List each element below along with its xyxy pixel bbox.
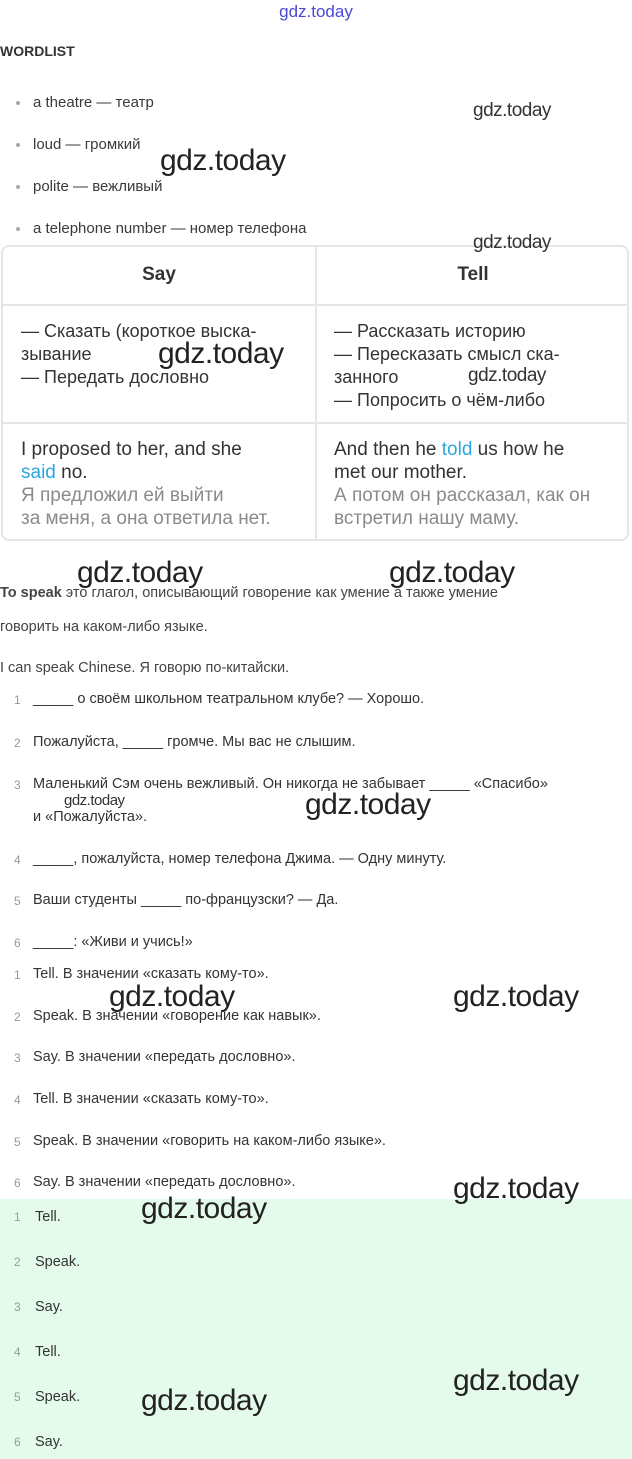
watermark: gdz.today [453,980,579,1013]
explanation-number: 6 [14,1176,21,1190]
wordlist-heading: WORDLIST [0,43,75,59]
table-divider [3,304,627,306]
answer-number: 6 [14,1435,21,1449]
explanation-number: 1 [14,968,21,982]
answer-number: 4 [14,1345,21,1359]
watermark: gdz.today [305,788,431,821]
bullet-icon [16,185,20,189]
watermark: gdz.today [77,556,203,589]
watermark: gdz.today [473,100,551,121]
watermark: gdz.today [453,1364,579,1397]
table-header-tell: Tell [457,264,489,285]
question-number: 1 [14,693,21,707]
speak-definition: To speak это глагол, описывающий говорение как умение а также умение [0,585,498,601]
highlight-word: told [441,439,473,460]
tell-example: And then he told us how he met our mother. А потом он рассказал, как он встретил нашу маму. [334,439,591,529]
watermark: gdz.today [109,980,235,1013]
watermark: gdz.today [141,1384,267,1417]
answer-text: Say. [35,1434,63,1450]
watermark: gdz.today [158,337,284,370]
explanation-number: 4 [14,1093,21,1107]
question-number: 4 [14,853,21,867]
watermark: gdz.today [160,144,286,177]
answer-number: 3 [14,1300,21,1314]
explanation-number: 5 [14,1135,21,1149]
question-text: Ваши студенты _____ по-французски? — Да. [33,892,339,908]
watermark: gdz.today [64,792,125,809]
answer-text: Tell. [35,1209,61,1225]
answer-text: Speak. [35,1254,81,1270]
say-meanings: — Сказать (короткое выска- зывание — Передать дословно [21,321,257,387]
watermark: gdz.today [473,232,551,253]
watermark: gdz.today [141,1192,267,1225]
bullet-icon [16,143,20,147]
explanation-text: Tell. В значении «сказать кому-то». [33,1091,269,1107]
answers-block [0,1199,632,1459]
question-text: Пожалуйста, _____ громче. Мы вас не слышим. [33,734,356,750]
speak-example: I can speak Chinese. Я говорю по-китайски. [0,660,290,676]
site-logo[interactable]: gdz.today [279,2,353,21]
question-text: _____ о своём школьном театральном клубе? — Хорошо. [33,691,425,707]
table-header-say: Say [142,264,176,285]
question-text-cont: и «Пожалуйста». [33,809,147,825]
explanation-number: 3 [14,1051,21,1065]
wordlist-item: loud — громкий [16,136,140,153]
highlight-word: said [21,462,56,483]
wordlist-item: a telephone number — номер телефона [16,220,307,237]
question-number: 6 [14,936,21,950]
speak-definition-cont: говорить на каком-либо языке. [0,619,208,635]
answer-number: 1 [14,1210,21,1224]
say-example: I proposed to her, and she said no. Я предложил ей выйти за меня, а она ответила нет. [21,439,271,529]
question-number: 3 [14,778,21,792]
answer-text: Say. [35,1299,63,1315]
explanation-text: Say. В значении «передать дословно». [33,1174,296,1190]
tell-meanings: — Рассказать историю — Пересказать смысл ска- занного — Попросить о чём-либо [334,321,560,410]
question-text: Маленький Сэм очень вежливый. Он никогда не забывает _____ «Спасибо» [33,776,548,792]
answer-text: Tell. [35,1344,61,1360]
wordlist-item: polite — вежливый [16,178,162,195]
question-text: _____: «Живи и учись!» [33,934,193,950]
say-tell-table [1,245,629,541]
table-divider [315,247,317,539]
question-number: 5 [14,894,21,908]
explanation-text: Say. В значении «передать дословно». [33,1049,296,1065]
answer-number: 2 [14,1255,21,1269]
explanation-text: Speak. В значении «говорение как навык». [33,1008,321,1024]
answer-text: Speak. [35,1389,81,1405]
watermark: gdz.today [453,1172,579,1205]
explanation-number: 2 [14,1010,21,1024]
watermark: gdz.today [468,365,546,386]
question-text: _____, пожалуйста, номер телефона Джима. — Одну минуту. [33,851,447,867]
watermark: gdz.today [389,556,515,589]
table-divider [3,422,627,424]
question-number: 2 [14,736,21,750]
bullet-icon [16,101,20,105]
bullet-icon [16,227,20,231]
answer-number: 5 [14,1390,21,1404]
wordlist-item: a theatre — театр [16,94,154,111]
explanation-text: Tell. В значении «сказать кому-то». [33,966,269,982]
explanation-text: Speak. В значении «говорить на каком-либо языке». [33,1133,386,1149]
